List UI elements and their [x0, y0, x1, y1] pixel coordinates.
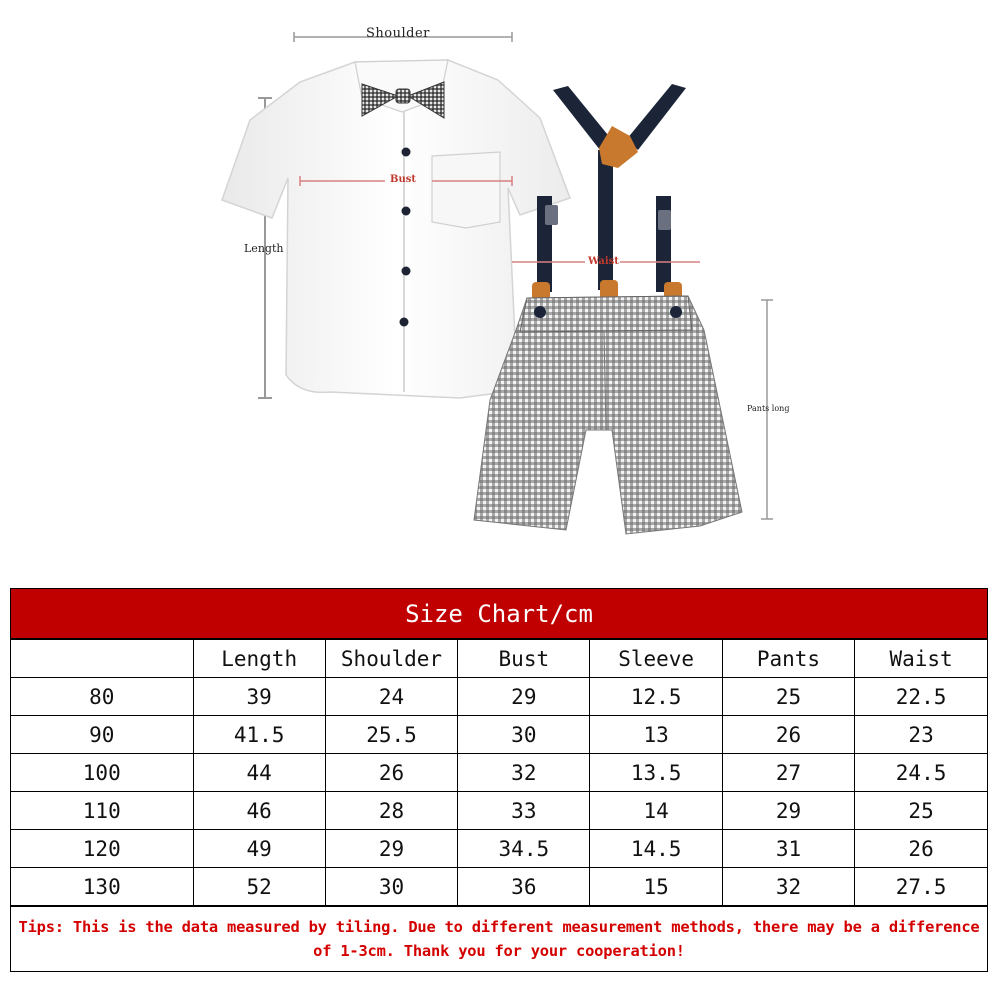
header-cell-length: Length: [193, 640, 325, 678]
size-table: [11, 639, 987, 906]
pants-long-label: Pants long: [747, 404, 790, 413]
shoulder-cell: 24: [325, 678, 457, 716]
sleeve-cell: 13.5: [590, 754, 722, 792]
length-cell: 46: [193, 792, 325, 830]
sleeve-cell: 14: [590, 792, 722, 830]
size-cell: 130: [11, 868, 193, 906]
table-row: [11, 716, 987, 754]
header-cell-sleeve: Sleeve: [590, 640, 722, 678]
size-cell: 90: [11, 716, 193, 754]
shoulder-cell: 28: [325, 792, 457, 830]
table-row: [11, 830, 987, 868]
length-cell: 41.5: [193, 716, 325, 754]
size-cell: 100: [11, 754, 193, 792]
pants-cell: 27: [722, 754, 854, 792]
bust-cell: 29: [458, 678, 590, 716]
header-cell-pants: Pants: [722, 640, 854, 678]
size-cell: 120: [11, 830, 193, 868]
bust-cell: 34.5: [458, 830, 590, 868]
waist-cell: 24.5: [855, 754, 987, 792]
size-cell: 80: [11, 678, 193, 716]
waist-cell: 25: [855, 792, 987, 830]
header-cell-waist: Waist: [855, 640, 987, 678]
table-header-row: [11, 640, 987, 678]
header-cell-shoulder: Shoulder: [325, 640, 457, 678]
bust-cell: 30: [458, 716, 590, 754]
table-row: [11, 678, 987, 716]
waist-cell: 22.5: [855, 678, 987, 716]
waist-cell: 27.5: [855, 868, 987, 906]
shoulder-cell: 25.5: [325, 716, 457, 754]
shoulder-label: Shoulder: [366, 26, 430, 41]
length-cell: 44: [193, 754, 325, 792]
header-cell-bust: Bust: [458, 640, 590, 678]
waist-cell: 26: [855, 830, 987, 868]
bust-cell: 36: [458, 868, 590, 906]
pants-cell: 32: [722, 868, 854, 906]
tips-note: Tips: This is the data measured by tiling. Due to different measurement methods, there may be a difference of 1-3cm. Thank you for your cooperation!: [11, 906, 987, 970]
table-row: [11, 754, 987, 792]
bust-cell: 33: [458, 792, 590, 830]
header-cell-empty: [11, 640, 193, 678]
shoulder-cell: 29: [325, 830, 457, 868]
sleeve-cell: 13: [590, 716, 722, 754]
size-chart-title: Size Chart/cm: [11, 589, 987, 639]
shoulder-cell: 30: [325, 868, 457, 906]
waist-cell: 23: [855, 716, 987, 754]
pants-cell: 25: [722, 678, 854, 716]
table-row: [11, 868, 987, 906]
sleeve-cell: 14.5: [590, 830, 722, 868]
sleeve-cell: 15: [590, 868, 722, 906]
bust-label: Bust: [390, 174, 416, 185]
size-chart: [10, 588, 988, 972]
pants-cell: 31: [722, 830, 854, 868]
length-cell: 49: [193, 830, 325, 868]
length-cell: 39: [193, 678, 325, 716]
table-row: [11, 792, 987, 830]
size-cell: 110: [11, 792, 193, 830]
length-cell: 52: [193, 868, 325, 906]
sleeve-cell: 12.5: [590, 678, 722, 716]
shoulder-cell: 26: [325, 754, 457, 792]
waist-label: Waist: [588, 256, 619, 267]
length-label: Length: [244, 242, 284, 255]
bust-cell: 32: [458, 754, 590, 792]
pants-cell: 29: [722, 792, 854, 830]
pants-cell: 26: [722, 716, 854, 754]
